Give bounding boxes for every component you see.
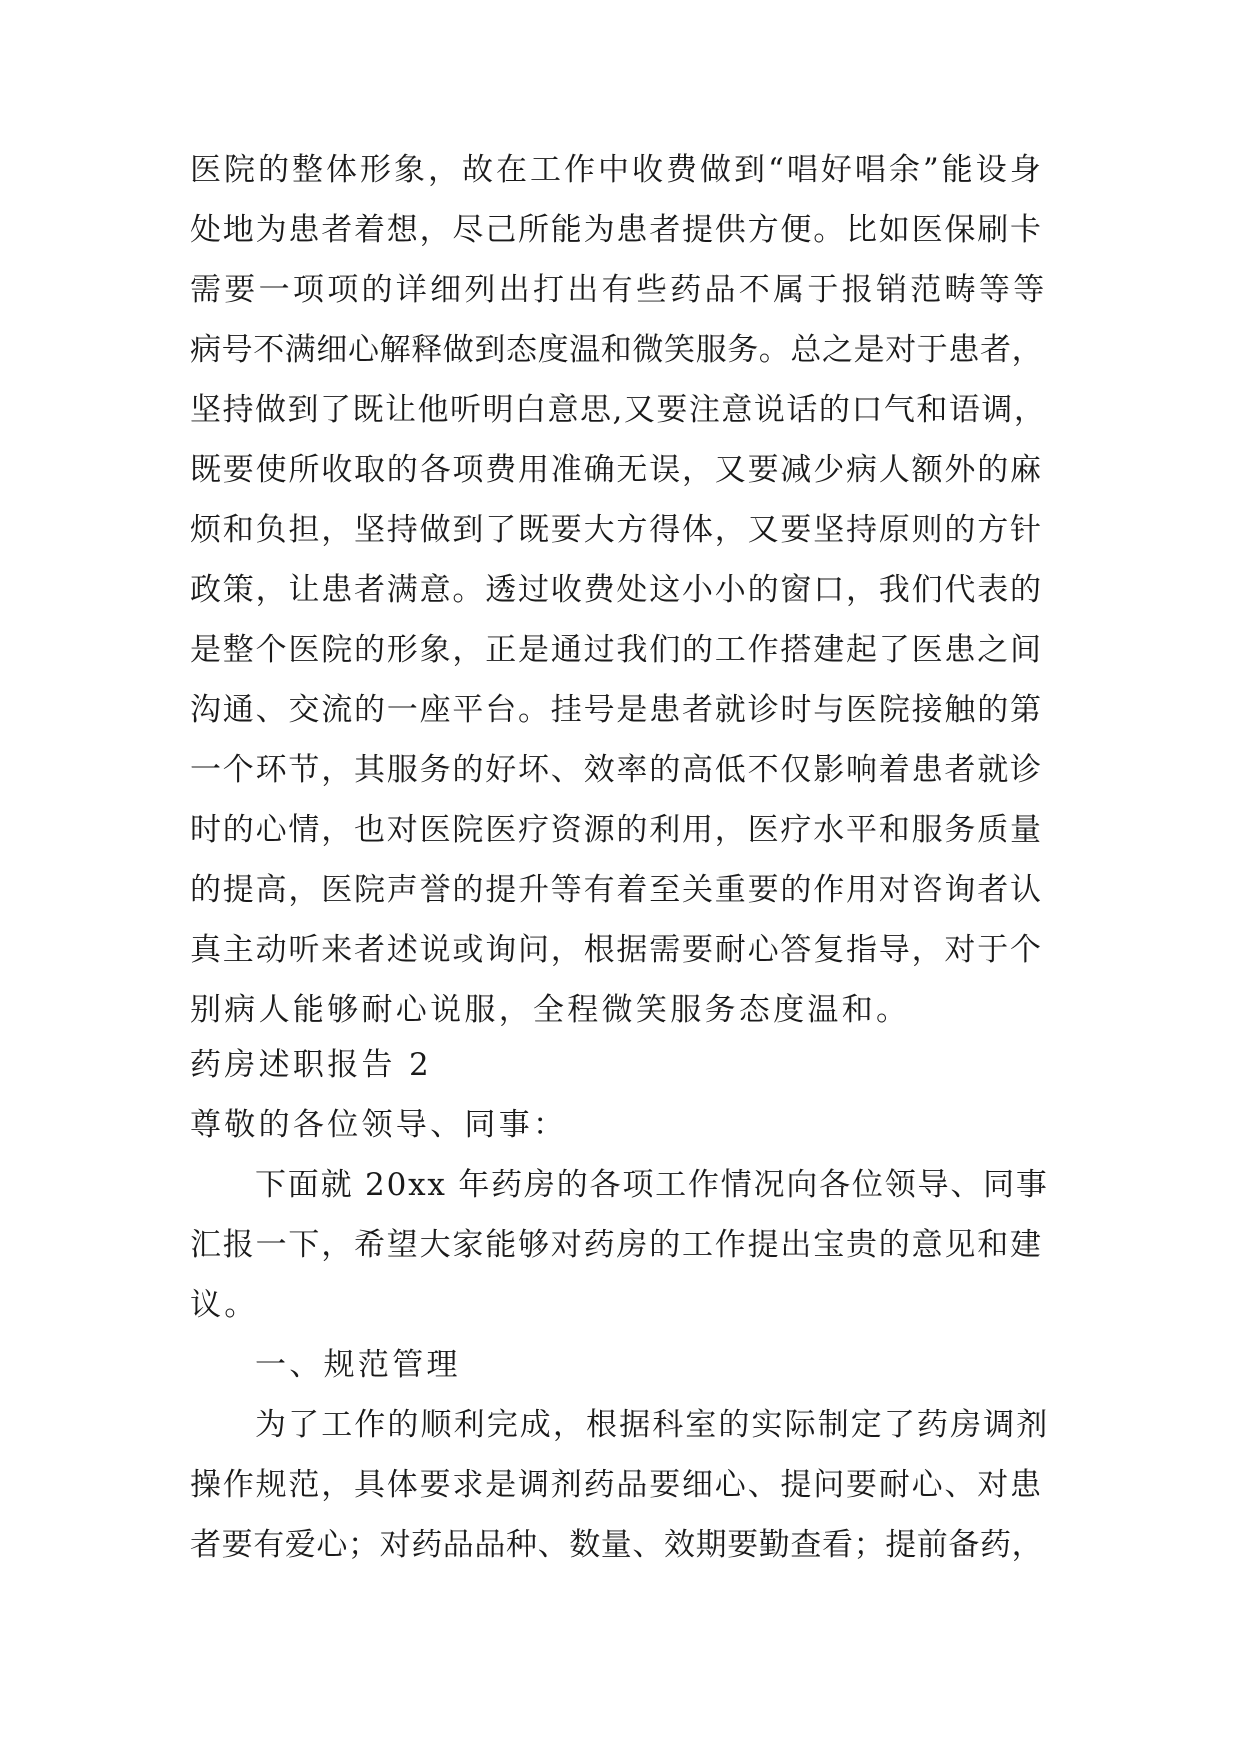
text-line: 者要有爱心；对药品品种、数量、效期要勤查看；提前备药， bbox=[190, 1527, 1044, 1563]
salutation: 尊敬的各位领导、同事： bbox=[190, 1107, 568, 1143]
text-line: 医院的整体形象，故在工作中收费做到“唱好唱余”能设身 bbox=[190, 152, 1044, 188]
section-heading: 药房述职报告 2 bbox=[190, 1047, 432, 1083]
text-line: 议。 bbox=[190, 1287, 259, 1323]
text-line: 为了工作的顺利完成，根据科室的实际制定了药房调剂 bbox=[255, 1407, 1050, 1443]
text-line: 真主动听来者述说或询问，根据需要耐心答复指导，对于个 bbox=[190, 932, 1043, 968]
text-line: 病号不满细心解释做到态度温和微笑服务。总之是对于患者， bbox=[190, 332, 1044, 368]
text-line: 汇报一下，希望大家能够对药房的工作提出宝贵的意见和建 bbox=[190, 1227, 1043, 1263]
text-line: 既要使所收取的各项费用准确无误，又要减少病人额外的麻 bbox=[190, 452, 1043, 488]
text-line: 时的心情，也对医院医疗资源的利用，医疗水平和服务质量 bbox=[190, 812, 1043, 848]
text-line: 沟通、交流的一座平台。挂号是患者就诊时与医院接触的第 bbox=[190, 692, 1043, 728]
text-line: 政策，让患者满意。透过收费处这小小的窗口，我们代表的 bbox=[190, 572, 1043, 608]
text-line: 是整个医院的形象，正是通过我们的工作搭建起了医患之间 bbox=[190, 632, 1043, 668]
text-line: 烦和负担，坚持做到了既要大方得体，又要坚持原则的方针 bbox=[190, 512, 1043, 548]
text-line: 处地为患者着想，尽己所能为患者提供方便。比如医保刷卡 bbox=[190, 212, 1043, 248]
text-line: 坚持做到了既让他听明白意思,又要注意说话的口气和语调， bbox=[190, 392, 1047, 428]
text-line: 操作规范，具体要求是调剂药品要细心、提问要耐心、对患 bbox=[190, 1467, 1043, 1503]
subsection-heading: 一、规范管理 bbox=[255, 1347, 461, 1383]
text-line: 需要一项项的详细列出打出有些药品不属于报销范畴等等 bbox=[190, 272, 1048, 308]
text-line: 别病人能够耐心说服，全程微笑服务态度温和。 bbox=[190, 992, 911, 1028]
text-line: 的提高，医院声誉的提升等有着至关重要的作用对咨询者认 bbox=[190, 872, 1043, 908]
text-line: 下面就 20xx 年药房的各项工作情况向各位领导、同事 bbox=[255, 1167, 1049, 1203]
text-line: 一个环节，其服务的好坏、效率的高低不仅影响着患者就诊 bbox=[190, 752, 1043, 788]
